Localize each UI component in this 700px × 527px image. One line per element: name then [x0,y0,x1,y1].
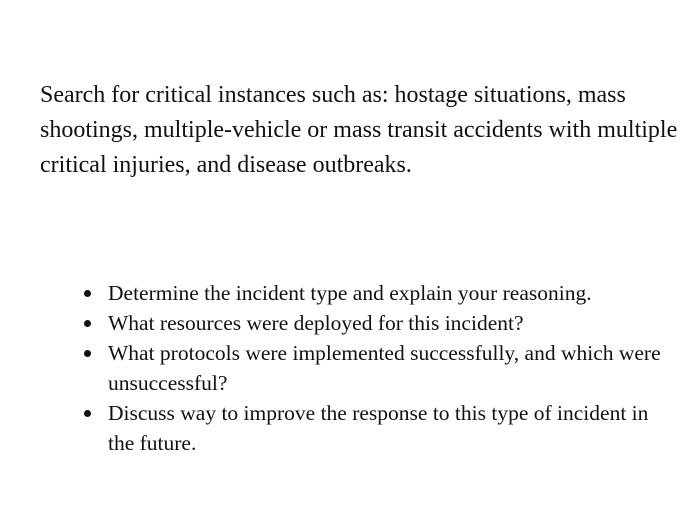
bullet-icon [84,320,91,327]
bullet-icon [84,410,91,417]
bullet-icon [84,350,91,357]
intro-paragraph: Search for critical instances such as: hostage situations, mass shootings, multiple-vehicle or mass transit accidents with multiple critical injuries, and disease outbreaks. [40,82,678,178]
list-item [108,278,678,308]
list-item [108,398,678,458]
list-item [108,308,678,338]
question-text: What protocols were implemented successfully, and which were unsuccessful? [108,341,661,395]
question-text: Determine the incident type and explain your reasoning. [108,281,592,305]
bullet-icon [84,290,91,297]
question-text: What resources were deployed for this incident? [108,311,524,335]
question-text: Discuss way to improve the response to this type of incident in the future. [108,401,649,455]
question-list [108,278,678,458]
list-item [108,338,678,398]
